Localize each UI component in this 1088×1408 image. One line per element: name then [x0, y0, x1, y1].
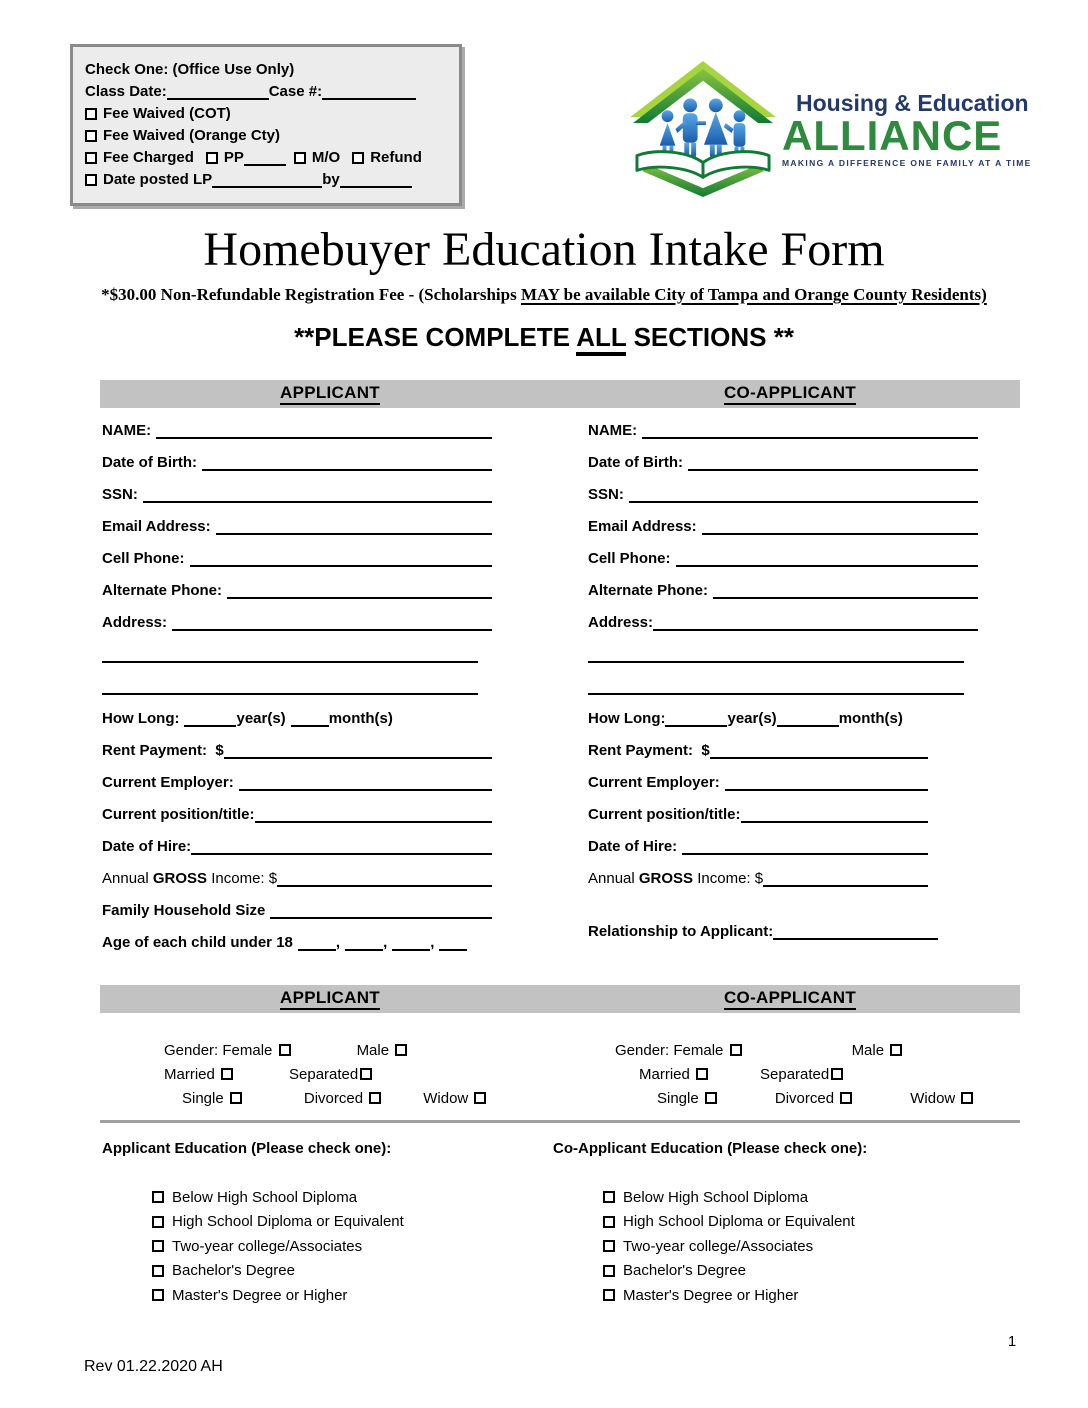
posted-by-input[interactable] [340, 172, 412, 188]
edu-option-label: High School Diploma or Equivalent [172, 1213, 404, 1231]
fee-waived-orange-checkbox[interactable] [85, 130, 97, 142]
applicant-gender-label: Gender: [164, 1041, 223, 1059]
section1-header-bar [100, 380, 1020, 408]
page-title: Homebuyer Education Intake Form [203, 223, 885, 276]
fee-subtitle-underlined: MAY be available City of Tampa and Orange County Residents) [520, 285, 987, 304]
co-applicant-widow-label: Widow [910, 1089, 960, 1107]
applicant-divorced-label: Divorced [303, 1089, 368, 1107]
co-applicant-widow-checkbox[interactable] [961, 1092, 973, 1104]
co-applicant-name-input[interactable] [642, 422, 978, 439]
applicant-alt-phone-label: Alternate Phone: [102, 582, 223, 599]
co-applicant-edu-bachelors-checkbox[interactable] [603, 1265, 615, 1277]
applicant-hire-date-input[interactable] [191, 838, 492, 855]
co-applicant-income-label-gross: GROSS [638, 870, 694, 887]
house-family-book-icon [628, 60, 778, 198]
applicant-separated-checkbox[interactable] [360, 1068, 372, 1080]
section2-coapplicant-cell [560, 985, 1020, 1013]
pp-label: PP [223, 149, 244, 166]
applicant-email-label: Email Address: [102, 518, 211, 535]
edu-option-label: Bachelor's Degree [623, 1262, 746, 1280]
edu-option-label: Bachelor's Degree [172, 1262, 295, 1280]
applicant-email-input[interactable] [216, 518, 492, 535]
applicant-dob-label: Date of Birth: [102, 454, 197, 471]
applicant-months-input[interactable] [291, 710, 329, 727]
applicant-rent-input[interactable] [224, 742, 492, 759]
relationship-label: Relationship to Applicant: [588, 923, 774, 940]
edu-option-label: Below High School Diploma [623, 1188, 809, 1206]
office-title: Check One: (Office Use Only) [85, 61, 295, 78]
applicant-marital-half [102, 1038, 561, 1110]
co-applicant-single-label: Single [657, 1089, 703, 1107]
applicant-education-options [152, 1185, 404, 1308]
child-age-1-input[interactable] [298, 934, 336, 951]
personal-info-columns [102, 418, 978, 962]
applicant-married-label: Married [164, 1065, 220, 1083]
date-posted-label: Date posted LP [103, 171, 213, 188]
co-applicant-header: CO-APPLICANT [724, 383, 856, 405]
date-posted-row [85, 166, 447, 188]
office-use-box [70, 44, 462, 206]
applicant-income-label-annual: Annual [102, 870, 153, 887]
applicant-employer-input[interactable] [239, 774, 492, 791]
section1-applicant-cell [100, 380, 560, 408]
co-applicant-ssn-input[interactable] [629, 486, 978, 503]
applicant-edu-masters-checkbox[interactable] [152, 1289, 164, 1301]
applicant-female-checkbox[interactable] [279, 1044, 291, 1056]
applicant-divorced-checkbox[interactable] [369, 1092, 381, 1104]
mo-label: M/O [311, 149, 341, 166]
co-applicant-marital-half [561, 1038, 1020, 1110]
child-age-3-input[interactable] [392, 934, 430, 951]
fee-waived-orange-row [85, 122, 447, 144]
logo-text [782, 90, 1032, 169]
office-title-row [85, 56, 447, 78]
pp-input[interactable] [244, 150, 286, 166]
edu-option-label: High School Diploma or Equivalent [623, 1213, 855, 1231]
co-applicant-cell-input[interactable] [676, 550, 978, 567]
applicant-rent-label: Rent Payment: $ [102, 742, 224, 759]
date-posted-checkbox[interactable] [85, 174, 97, 186]
children-ages-label: Age of each child under 18 [102, 934, 293, 951]
applicant-female-label: Female [222, 1041, 277, 1059]
co-applicant-employer-input[interactable] [725, 774, 928, 791]
applicant-income-label-rest: Income: $ [207, 870, 278, 887]
class-date-row [85, 78, 447, 100]
edu-option-label: Two-year college/Associates [172, 1237, 363, 1255]
co-applicant-education-title: Co-Applicant Education (Please check one): [553, 1140, 868, 1157]
date-posted-input[interactable] [212, 172, 322, 188]
co-applicant-address-line2-input[interactable] [588, 646, 964, 663]
applicant-ssn-label: SSN: [102, 486, 138, 503]
co-applicant-separated-label: Separated [760, 1065, 830, 1083]
section1-coapplicant-cell [560, 380, 1020, 408]
co-applicant-email-label: Email Address: [588, 518, 697, 535]
refund-label: Refund [370, 149, 422, 166]
co-applicant-rent-input[interactable] [710, 742, 928, 759]
fee-subtitle [0, 285, 1088, 305]
co-applicant-gender-label: Gender: [615, 1041, 674, 1059]
fee-charged-row [85, 144, 447, 166]
co-applicant-email-input[interactable] [702, 518, 978, 535]
applicant-married-checkbox[interactable] [221, 1068, 233, 1080]
complete-all-sections-note [0, 322, 1088, 353]
co-applicant-female-checkbox[interactable] [730, 1044, 742, 1056]
co-applicant-education-block [553, 1140, 867, 1308]
applicant-edu-below-hs-checkbox[interactable] [152, 1191, 164, 1203]
co-applicant-header-2: CO-APPLICANT [724, 988, 856, 1010]
co-applicant-edu-associates-checkbox[interactable] [603, 1240, 615, 1252]
applicant-months-label: month(s) [328, 710, 393, 727]
co-applicant-column [588, 418, 978, 962]
applicant-header-2: APPLICANT [280, 988, 380, 1010]
applicant-cell-label: Cell Phone: [102, 550, 185, 567]
co-applicant-male-label: Male [851, 1041, 889, 1059]
applicant-cell-input[interactable] [190, 550, 492, 567]
applicant-address-label: Address: [102, 614, 168, 631]
comma-separator: , [383, 934, 388, 951]
comma-separator: , [335, 934, 341, 951]
child-age-2-input[interactable] [345, 934, 383, 951]
applicant-column [102, 418, 492, 962]
co-applicant-married-checkbox[interactable] [696, 1068, 708, 1080]
applicant-position-label: Current position/title: [102, 806, 255, 823]
applicant-edu-hs-diploma-checkbox[interactable] [152, 1216, 164, 1228]
refund-checkbox[interactable] [352, 152, 364, 164]
class-date-input[interactable] [167, 84, 269, 100]
co-applicant-male-checkbox[interactable] [890, 1044, 902, 1056]
applicant-male-checkbox[interactable] [395, 1044, 407, 1056]
fee-subtitle-prefix: *$30.00 Non-Refundable Registration Fee - (Scholarships [101, 285, 521, 304]
co-applicant-address-line3-input[interactable] [588, 678, 964, 695]
edu-option-label: Master's Degree or Higher [623, 1286, 799, 1304]
household-size-label: Family Household Size [102, 902, 266, 919]
applicant-address-line3-input[interactable] [102, 678, 478, 695]
co-applicant-divorced-label: Divorced [774, 1089, 839, 1107]
instruction-prefix: **PLEASE COMPLETE [294, 322, 577, 352]
logo-line1: Housing & Education [796, 89, 1029, 116]
applicant-male-label: Male [356, 1041, 394, 1059]
fee-charged-label: Fee Charged [103, 149, 194, 166]
instruction-suffix: SECTIONS ** [626, 322, 794, 352]
page-number: 1 [1007, 1333, 1017, 1350]
co-applicant-income-label-rest: Income: $ [693, 870, 764, 887]
instruction-underlined: ALL [576, 322, 626, 356]
mo-checkbox[interactable] [294, 152, 306, 164]
applicant-alt-phone-input[interactable] [227, 582, 492, 599]
applicant-name-input[interactable] [156, 422, 492, 439]
co-applicant-hire-date-label: Date of Hire: [588, 838, 678, 855]
applicant-header: APPLICANT [280, 383, 380, 405]
co-applicant-separated-checkbox[interactable] [831, 1068, 843, 1080]
applicant-education-block [102, 1140, 404, 1308]
relationship-input[interactable] [773, 923, 938, 940]
co-applicant-edu-below-hs-checkbox[interactable] [603, 1191, 615, 1203]
applicant-edu-associates-checkbox[interactable] [152, 1240, 164, 1252]
applicant-years-input[interactable] [184, 710, 236, 727]
co-applicant-cell-label: Cell Phone: [588, 550, 671, 567]
revision-note: Rev 01.22.2020 AH [84, 1358, 223, 1375]
section2-applicant-cell [100, 985, 560, 1013]
co-applicant-position-input[interactable] [741, 806, 929, 823]
applicant-single-label: Single [182, 1089, 228, 1107]
applicant-ssn-input[interactable] [143, 486, 492, 503]
household-size-input[interactable] [270, 902, 492, 919]
applicant-income-label-gross: GROSS [152, 870, 208, 887]
co-applicant-edu-masters-checkbox[interactable] [603, 1289, 615, 1301]
co-applicant-months-label: month(s) [838, 710, 903, 727]
applicant-edu-bachelors-checkbox[interactable] [152, 1265, 164, 1277]
fee-charged-checkbox[interactable] [85, 152, 97, 164]
applicant-separated-label: Separated [289, 1065, 359, 1083]
case-number-input[interactable] [322, 84, 416, 100]
co-applicant-ssn-label: SSN: [588, 486, 624, 503]
by-label: by [322, 171, 340, 188]
co-applicant-employer-label: Current Employer: [588, 774, 720, 791]
co-applicant-married-label: Married [639, 1065, 695, 1083]
applicant-single-checkbox[interactable] [230, 1092, 242, 1104]
child-age-4-input[interactable] [439, 934, 467, 951]
co-applicant-position-label: Current position/title: [588, 806, 741, 823]
co-applicant-hire-date-input[interactable] [682, 838, 928, 855]
co-applicant-single-checkbox[interactable] [705, 1092, 717, 1104]
applicant-employer-label: Current Employer: [102, 774, 234, 791]
applicant-name-label: NAME: [102, 422, 152, 439]
fee-waived-cot-row [85, 100, 447, 122]
pp-checkbox[interactable] [206, 152, 218, 164]
applicant-how-long-label: How Long: [102, 710, 180, 727]
co-applicant-years-label: year(s) [727, 710, 777, 727]
co-applicant-income-input[interactable] [763, 870, 928, 887]
co-applicant-income-label-annual: Annual [588, 870, 639, 887]
co-applicant-edu-hs-diploma-checkbox[interactable] [603, 1216, 615, 1228]
co-applicant-female-label: Female [673, 1041, 728, 1059]
applicant-dob-input[interactable] [202, 454, 492, 471]
edu-option-label: Two-year college/Associates [623, 1237, 814, 1255]
applicant-address-input[interactable] [172, 614, 492, 631]
fee-waived-cot-label: Fee Waived (COT) [103, 105, 231, 122]
co-applicant-months-input[interactable] [777, 710, 839, 727]
alliance-logo [628, 60, 1032, 198]
applicant-years-label: year(s) [236, 710, 286, 727]
co-applicant-alt-phone-label: Alternate Phone: [588, 582, 709, 599]
logo-tagline: MAKING A DIFFERENCE ONE FAMILY AT A TIME [782, 158, 1032, 169]
co-applicant-name-label: NAME: [588, 422, 638, 439]
co-applicant-rent-label: Rent Payment: $ [588, 742, 710, 759]
co-applicant-education-options [603, 1185, 867, 1308]
applicant-income-input[interactable] [277, 870, 492, 887]
co-applicant-dob-input[interactable] [688, 454, 978, 471]
co-applicant-years-input[interactable] [665, 710, 727, 727]
co-applicant-address-input[interactable] [653, 614, 978, 631]
co-applicant-address-label: Address: [588, 614, 654, 631]
section2-header-bar [100, 985, 1020, 1013]
applicant-education-title: Applicant Education (Please check one): [102, 1140, 392, 1157]
applicant-widow-label: Widow [423, 1089, 473, 1107]
edu-option-label: Master's Degree or Higher [172, 1286, 348, 1304]
co-applicant-alt-phone-input[interactable] [713, 582, 978, 599]
fee-waived-cot-checkbox[interactable] [85, 108, 97, 120]
comma-separator: , [430, 934, 435, 951]
applicant-address-line2-input[interactable] [102, 646, 478, 663]
applicant-position-input[interactable] [255, 806, 493, 823]
section-divider-line [100, 1120, 1020, 1123]
edu-option-label: Below High School Diploma [172, 1188, 358, 1206]
applicant-widow-checkbox[interactable] [474, 1092, 486, 1104]
co-applicant-how-long-label: How Long: [588, 710, 666, 727]
applicant-hire-date-label: Date of Hire: [102, 838, 192, 855]
co-applicant-divorced-checkbox[interactable] [840, 1092, 852, 1104]
class-date-label: Class Date: [85, 83, 167, 100]
logo-line2: ALLIANCE [782, 111, 1003, 159]
marital-status-block [102, 1038, 1020, 1110]
case-number-label: Case #: [268, 83, 323, 100]
co-applicant-dob-label: Date of Birth: [588, 454, 683, 471]
fee-waived-orange-label: Fee Waived (Orange Cty) [103, 127, 280, 144]
